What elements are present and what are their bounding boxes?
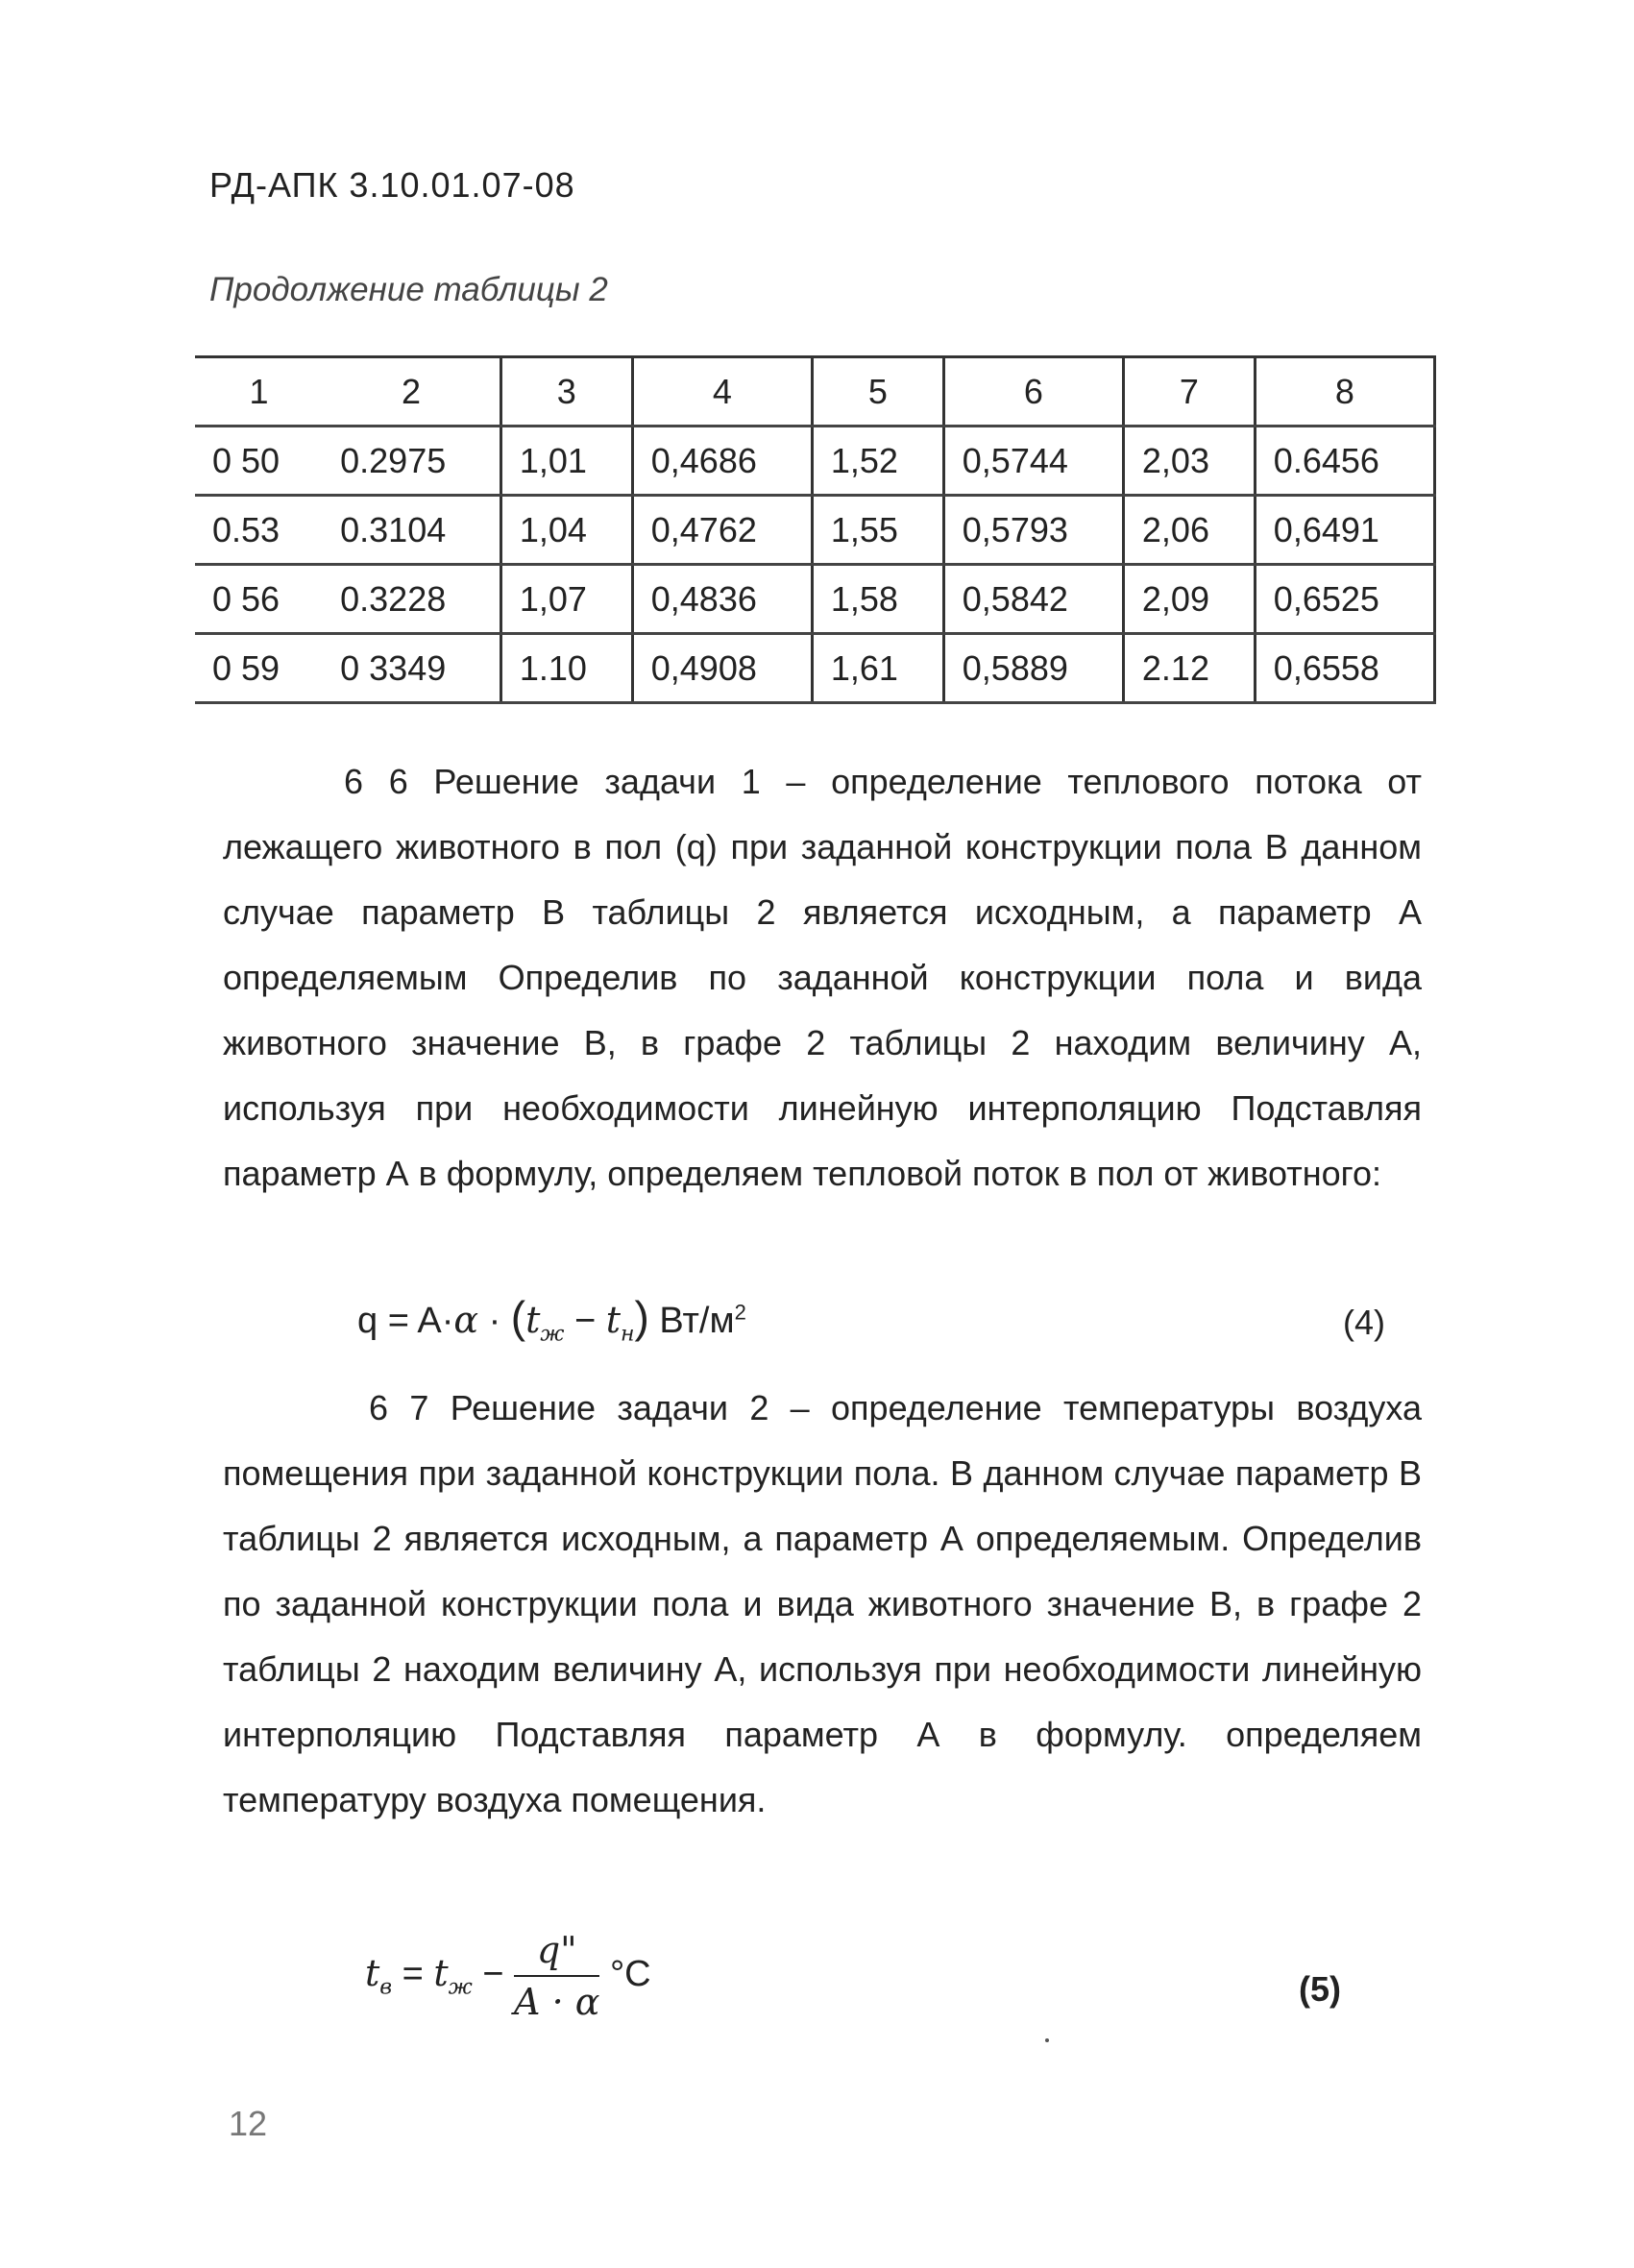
- table-header-cell: 1: [195, 357, 323, 427]
- formula-4-dot: ·: [488, 1301, 501, 1341]
- formula-4: $q = A\cdot\alpha \cdot (t_ж - t_н)$ $Вт/м^2$: [357, 1292, 746, 1347]
- table-cell: 0,5889: [943, 634, 1123, 703]
- table-cell: 0 56: [195, 565, 323, 634]
- document-code-header: РД-АПК 3.10.01.07-08: [209, 165, 575, 205]
- table-cell: 0,5793: [943, 496, 1123, 565]
- formula-5-t-sub: ж: [448, 1975, 473, 2000]
- section-6-6-paragraph: 6 6 Решение задачи 1 – определение теплового потока от лежащего животного в пол (q) при заданной конструкции пола В данном случае параметр В таблицы 2 является исходным, а параметр А определяемым Определив по заданной конструкции пола и вида животного значение В, в графе 2 таблицы 2 находим величину А, используя при необходимости линейную интерполяцию Подставляя параметр А в формулу, определяем тепловой поток в пол от животного:: [223, 762, 1422, 1193]
- equation-number-4: (4): [1343, 1303, 1385, 1342]
- formula-5-numerator: q": [514, 1929, 599, 1977]
- table-cell: 0.53: [195, 496, 323, 565]
- formula-4-unit: Вт/м: [659, 1301, 735, 1341]
- alpha-symbol: α: [453, 1299, 479, 1341]
- table-cell: 1,52: [812, 427, 943, 496]
- table-cell: 2,06: [1123, 496, 1255, 565]
- table-cell: 0 50: [195, 427, 323, 496]
- page-number: 12: [229, 2104, 268, 2143]
- table-cell: 1,61: [812, 634, 943, 703]
- formula-4-t1-sub: ж: [540, 1322, 565, 1347]
- formula-5-denominator: A · α: [514, 1981, 600, 2023]
- data-table: [195, 355, 1436, 704]
- table-cell: 2,03: [1123, 427, 1255, 496]
- formula-4-t2: t: [605, 1299, 622, 1341]
- table-row: [195, 565, 1435, 634]
- table-cell: 0,4762: [632, 496, 812, 565]
- formula-5-lhs-t: t: [365, 1952, 380, 1995]
- scan-dot: [1045, 2038, 1049, 2042]
- formula-5-t: t: [433, 1952, 449, 1995]
- table-cell: 1,04: [500, 496, 632, 565]
- table-cell: 0.2975: [323, 427, 500, 496]
- table-cell: 0,5842: [943, 565, 1123, 634]
- table-header-cell: 7: [1123, 357, 1255, 427]
- formula-4-t1: t: [525, 1299, 541, 1341]
- table-row: [195, 634, 1435, 703]
- section-6-7-paragraph: 6 7 Решение задачи 2 – определение температуры воздуха помещения при заданной конструкции пола. В данном случае параметр В таблицы 2 является исходным, а параметр А определяемым. Определив по заданной конструкции пола и вида животного значение В, в графе 2 таблицы 2 находим величину А, используя при необходимости линейную интерполяцию Подставляя параметр А в формулу. определяем температуру воздуха помещения.: [223, 1388, 1422, 1819]
- formula-4-t2-sub: н: [621, 1322, 635, 1347]
- formula-4-minus: −: [573, 1301, 597, 1341]
- table-header-row: [195, 357, 1435, 427]
- table-cell: 2.12: [1123, 634, 1255, 703]
- formula-5-lhs-sub: в: [379, 1975, 393, 2000]
- table-row: [195, 427, 1435, 496]
- table-cell: 0,6525: [1255, 565, 1434, 634]
- table-cell: 1,07: [500, 565, 632, 634]
- table-cell: 0.3104: [323, 496, 500, 565]
- table-cell: 0,4686: [632, 427, 812, 496]
- table-cell: 1,01: [500, 427, 632, 496]
- table-cell: 2,09: [1123, 565, 1255, 634]
- table-cell: 0 3349: [323, 634, 500, 703]
- table-caption: Продолжение таблицы 2: [209, 271, 608, 308]
- table-cell: 0,5744: [943, 427, 1123, 496]
- table-cell: 0 59: [195, 634, 323, 703]
- formula-5: [365, 1929, 651, 2023]
- table-cell: 0,4908: [632, 634, 812, 703]
- table-cell: 0,6491: [1255, 496, 1434, 565]
- table-header-cell: 2: [323, 357, 500, 427]
- formula-4-lhs: q = A·: [357, 1301, 454, 1341]
- table-cell: 1,55: [812, 496, 943, 565]
- table-header-cell: 6: [943, 357, 1123, 427]
- equation-number-5: (5): [1299, 1969, 1341, 2009]
- table-cell: 1.10: [500, 634, 632, 703]
- formula-5-eq: =: [402, 1954, 424, 1995]
- table-cell: 0.6456: [1255, 427, 1434, 496]
- formula-5-minus: −: [482, 1954, 504, 1995]
- formula-5-fraction: [514, 1929, 599, 2023]
- table-header-cell: 3: [500, 357, 632, 427]
- table-cell: 0.3228: [323, 565, 500, 634]
- table-header-cell: 4: [632, 357, 812, 427]
- table-cell: 0,4836: [632, 565, 812, 634]
- table-cell: 1,58: [812, 565, 943, 634]
- formula-5-unit: °C: [609, 1954, 651, 1995]
- formula-4-unit-sup: 2: [734, 1300, 746, 1325]
- table-row: [195, 496, 1435, 565]
- table-header-cell: 5: [812, 357, 943, 427]
- table-cell: 0,6558: [1255, 634, 1434, 703]
- table-header-cell: 8: [1255, 357, 1434, 427]
